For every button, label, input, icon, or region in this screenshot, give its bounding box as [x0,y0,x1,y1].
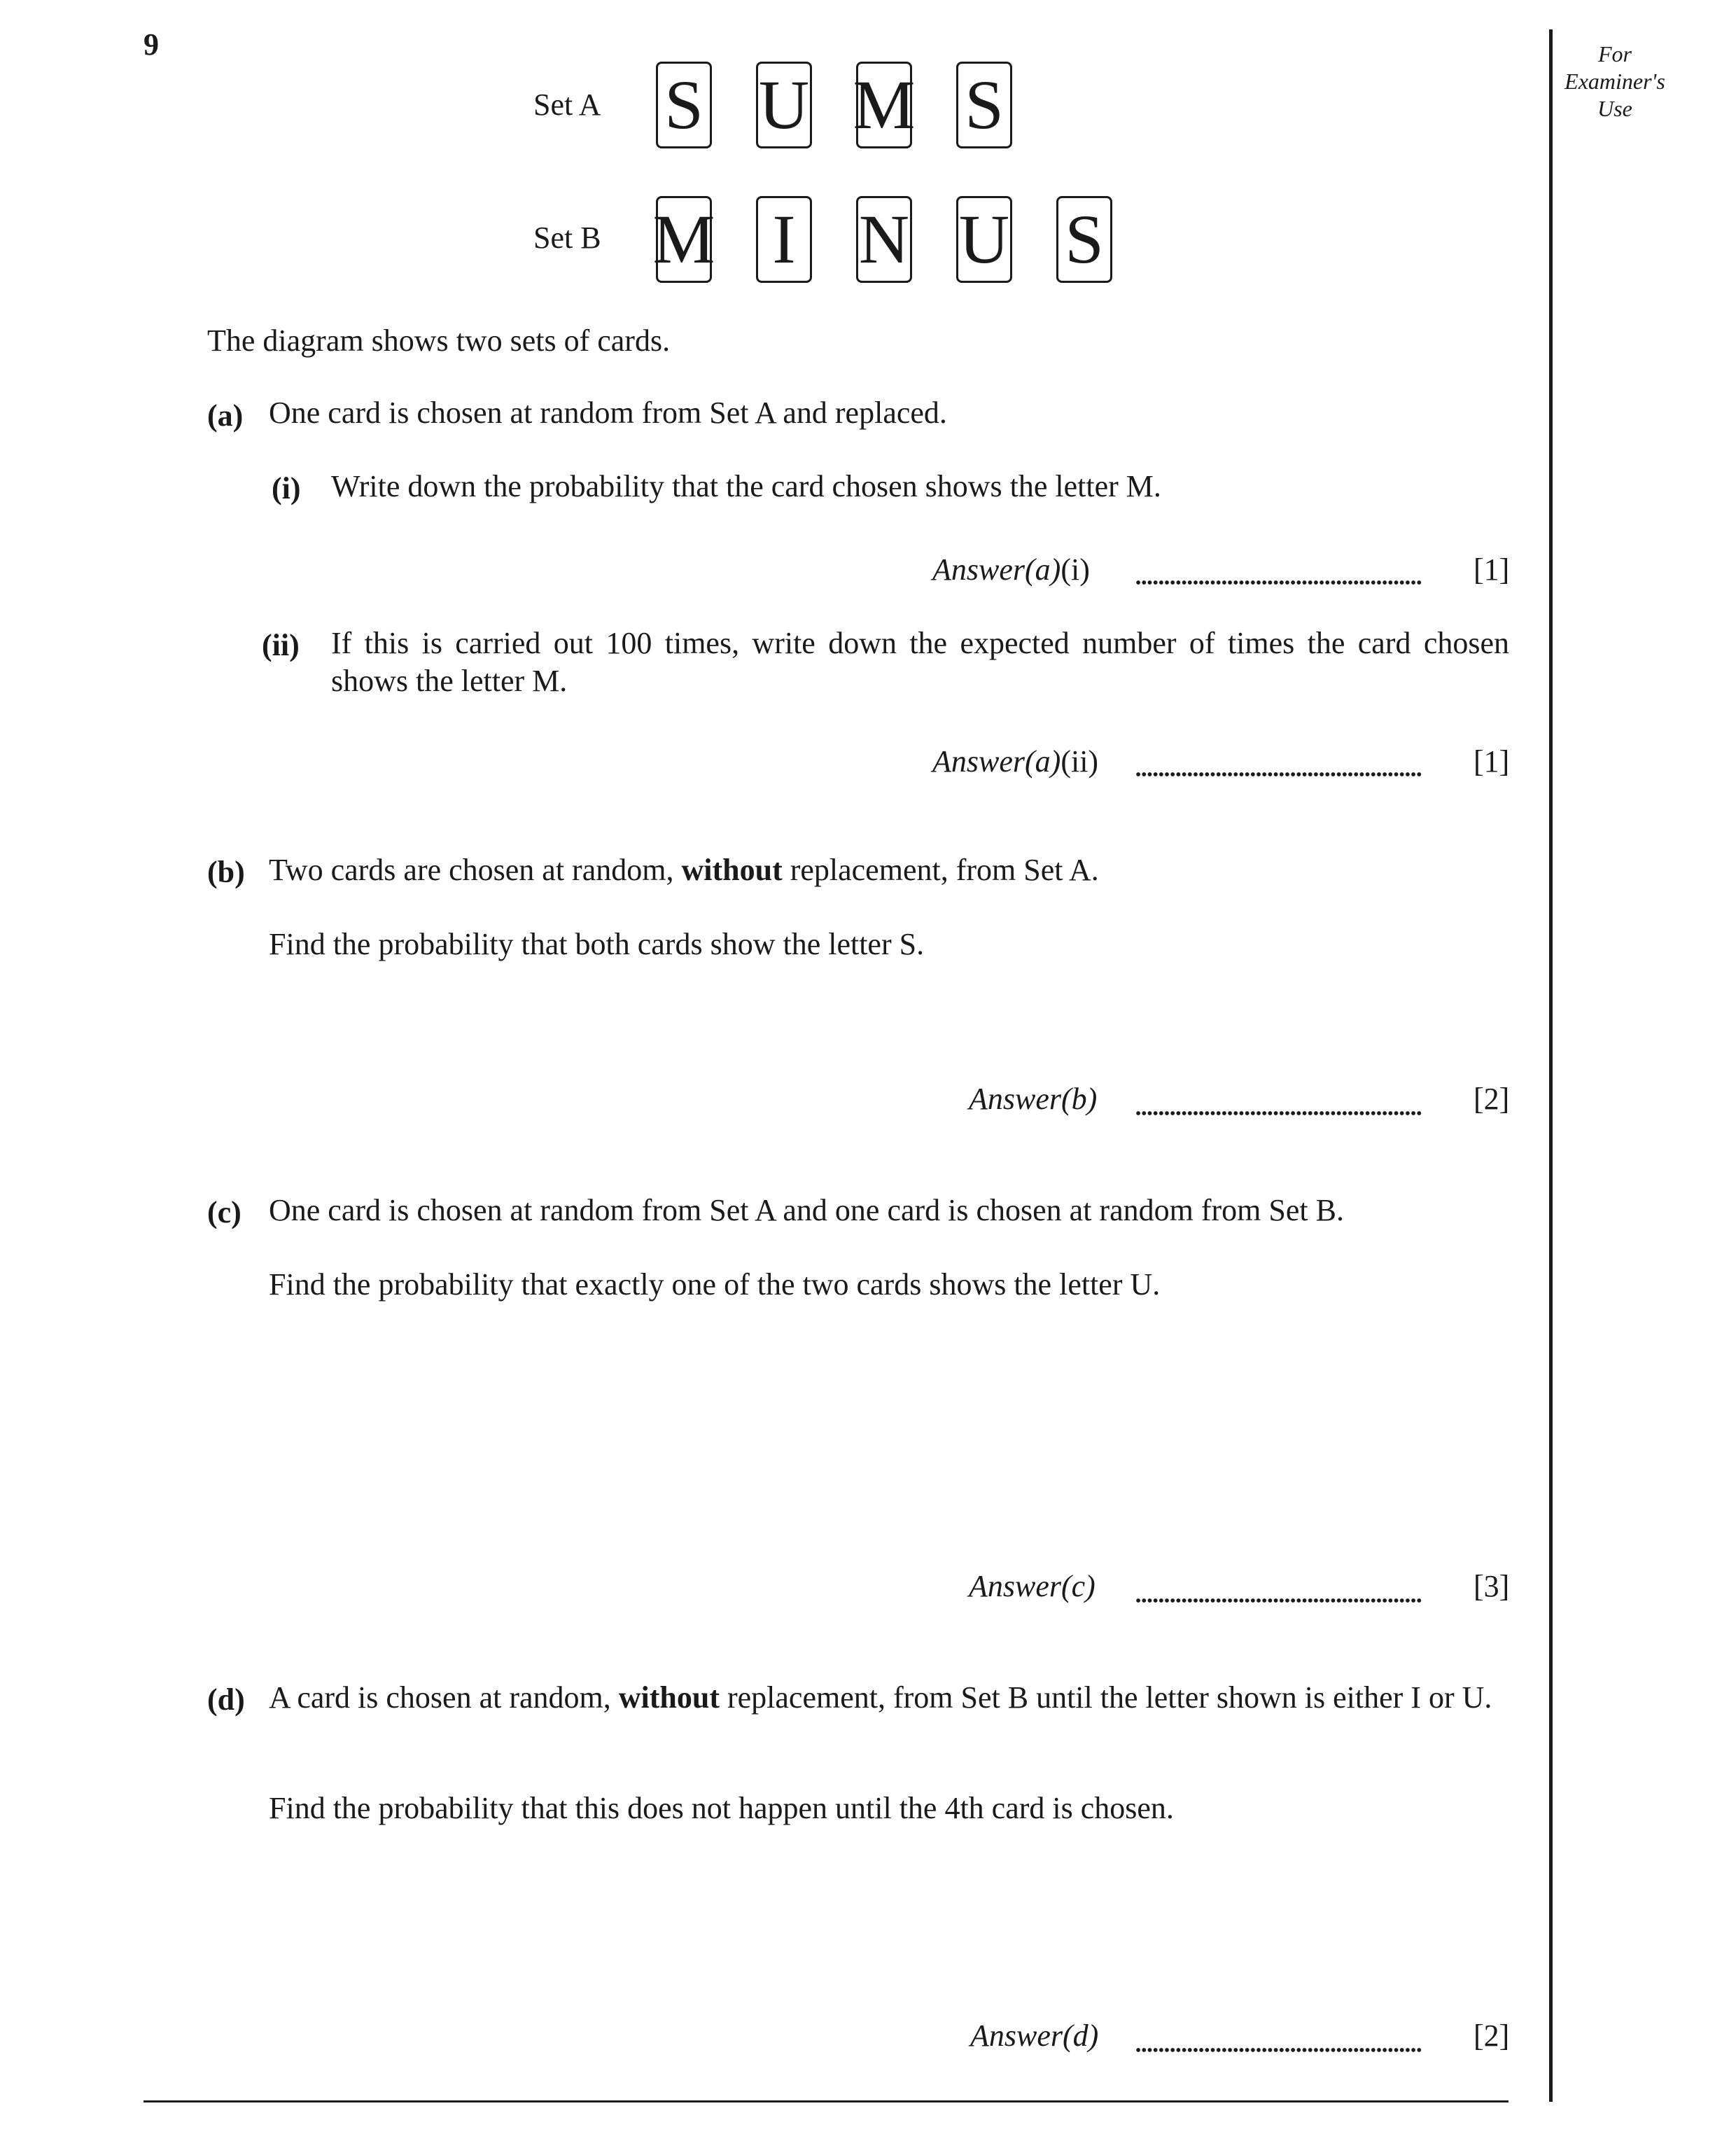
intro-text: The diagram shows two sets of cards. [207,323,671,358]
part-a-label: (a) [207,398,244,433]
set-a-label: Set A [533,88,601,122]
part-a-ii-text: If this is carried out 100 times, write down the expected number of times the card chosen shows the letter M. [331,626,1509,698]
answer-d-marks: [2] [1474,2018,1510,2053]
set-a-card-1: S [656,62,712,148]
part-a-ii-label: (ii) [262,628,300,662]
answer-a-i-line[interactable] [1135,580,1422,585]
set-b-card-3: N [856,196,912,283]
answer-a-ii-line[interactable] [1135,772,1422,777]
part-d-label: (d) [207,1682,245,1717]
set-a-card-2: U [756,62,812,148]
answer-b-line[interactable] [1135,1110,1422,1116]
part-c-find: Find the probability that exactly one of the two cards shows the letter U. [269,1267,1161,1302]
set-b-card-5: S [1056,196,1112,283]
answer-a-ii-label: Answer(a)(ii) [932,744,1099,779]
set-a-card-4: S [956,62,1012,148]
part-a-i-label: (i) [272,471,301,505]
examiner-use-note: For Examiner's Use [1564,41,1665,121]
answer-c-line[interactable] [1135,1598,1422,1603]
answer-b-marks: [2] [1474,1082,1510,1116]
answer-a-ii-marks: [1] [1474,744,1510,779]
bottom-rule [144,2100,1508,2102]
part-c-text: One card is chosen at random from Set A and one card is chosen at random from Set B. [269,1193,1344,1227]
part-a-i-text: Write down the probability that the card chosen shows the letter M. [331,469,1161,503]
answer-d-line[interactable] [1135,2047,1422,2053]
answer-c-label: Answer(c) [969,1569,1096,1603]
part-b-find: Find the probability that both cards show the letter S. [269,927,925,961]
answer-d-label: Answer(d) [970,2018,1099,2053]
part-d-find: Find the probability that this does not happen until the 4th card is chosen. [269,1791,1174,1825]
part-d-text: A card is chosen at random, without replacement, from Set B until the letter shown is either I or U. [269,1680,1492,1715]
answer-a-i-marks: [1] [1474,552,1510,587]
part-b-label: (b) [207,855,245,889]
part-b-text: Two cards are chosen at random, without replacement, from Set A. [269,853,1099,887]
answer-c-marks: [3] [1474,1569,1510,1603]
answer-b-label: Answer(b) [969,1082,1098,1116]
set-b-card-1: M [656,196,712,283]
set-b-card-2: I [756,196,812,283]
set-b-card-4: U [956,196,1012,283]
part-c-label: (c) [207,1195,241,1229]
answer-a-i-label: Answer(a)(i) [932,552,1090,587]
set-b-label: Set B [533,221,601,255]
examiner-margin-line [1549,29,1553,2102]
part-a-text: One card is chosen at random from Set A and replaced. [269,396,947,430]
question-number: 9 [144,27,159,62]
set-a-card-3: M [856,62,912,148]
